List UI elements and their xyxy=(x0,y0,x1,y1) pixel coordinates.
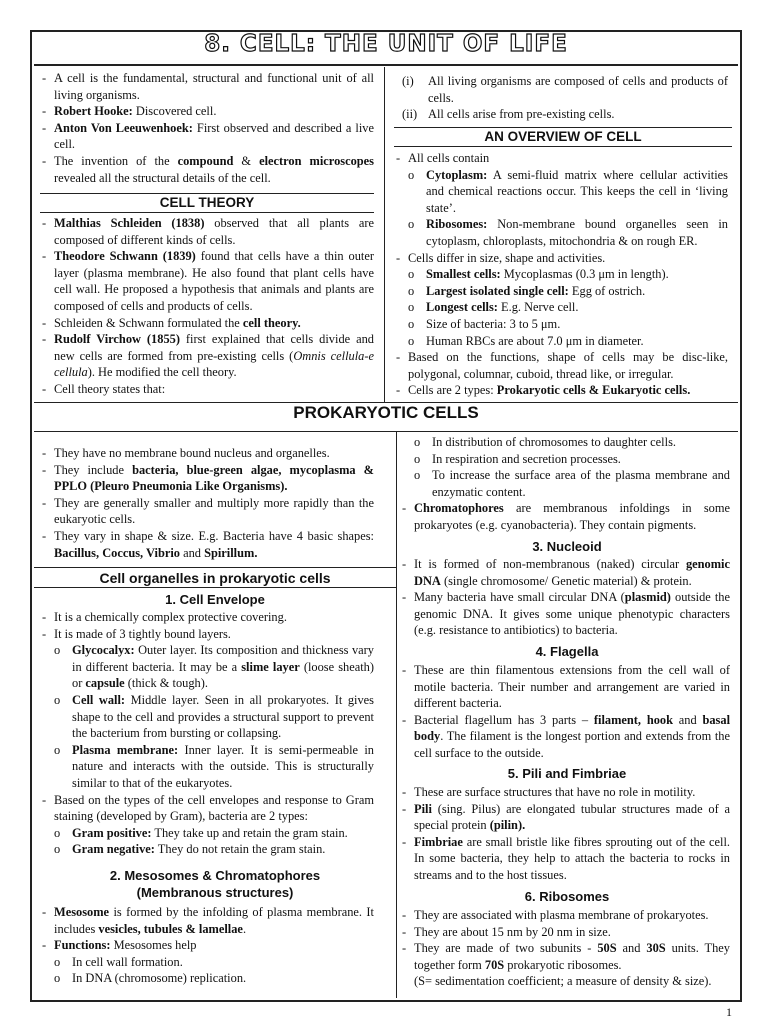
list-item: (S= sedimentation coefficient; a measure of density & size). xyxy=(414,974,712,989)
list-item: o Longest cells: E.g. Nerve cell. xyxy=(394,299,728,316)
list-item: - They are made of two subunits - 50S and 30S units. They together form 70S prokaryotic ribosomes. xyxy=(400,940,730,973)
mesosome-functions-column xyxy=(400,434,730,534)
list-item: - Cells differ in size, shape and activities. xyxy=(394,250,728,267)
list-item: - Cell theory states that: xyxy=(40,381,374,398)
list-item: - Robert Hooke: Discovered cell. xyxy=(40,103,374,120)
list-item: o In DNA (chromosome) replication. xyxy=(40,970,374,987)
list-item: o Plasma membrane: Inner layer. It is semi-permeable in nature and interacts with the outside. This is structurally similar to that of the eukaryotes. xyxy=(40,742,374,792)
list-item: o Size of bacteria: 3 to 5 μm. xyxy=(394,316,728,333)
nucleoid-heading: 3. Nucleoid xyxy=(532,539,602,554)
column-divider-top xyxy=(384,67,385,402)
list-item: o Cytoplasm: A semi-fluid matrix where cellular activities and chemical reactions occur. This keeps the cell in ‘living state’. xyxy=(394,167,728,217)
list-item: - All cells contain xyxy=(394,150,728,167)
list-item: o Smallest cells: Mycoplasmas (0.3 μm in length). xyxy=(394,266,728,283)
prokaryotic-cells-heading: PROKARYOTIC CELLS xyxy=(293,403,479,422)
pili-heading: 5. Pili and Fimbriae xyxy=(507,766,627,781)
overview-heading: AN OVERVIEW OF CELL xyxy=(484,129,642,144)
page-number: 1 xyxy=(726,1005,732,1019)
list-item: - Bacterial flagellum has 3 parts – filament, hook and basal body. The filament is the longest portion and extends from the cell surface to the outside. xyxy=(400,712,730,762)
list-item: - Fimbriae are small bristle like fibres sprouting out of the cell. In some bacteria, they help to attach the bacteria to rocks in streams and to the host tissues. xyxy=(400,834,730,884)
list-item: o Gram negative: They do not retain the gram stain. xyxy=(40,841,374,858)
list-item: o Human RBCs are about 7.0 μm in diameter. xyxy=(394,333,728,350)
list-item: o In cell wall formation. xyxy=(40,954,374,971)
mesosomes-column xyxy=(40,904,374,987)
list-item: - Theodore Schwann (1839) found that cells have a thin outer layer (plasma membrane). He also found that plant cells have cell wall. He proposed a hypothesis that animals and plants are composed of cells and products of cells. xyxy=(40,248,374,314)
list-item: - Pili (sing. Pilus) are elongated tubular structures made of a special protein (pilin). xyxy=(400,801,730,834)
list-item: - They are about 15 nm by 20 nm in size. xyxy=(400,924,730,941)
ribosomes-column xyxy=(400,907,730,990)
mesosomes-heading: 2. Mesosomes & Chromatophores (Membranous structures) xyxy=(109,868,321,900)
list-item: - Mesosome is formed by the infolding of plasma membrane. It includes vesicles, tubules & lamellae. xyxy=(40,904,374,937)
list-item: - They are associated with plasma membrane of prokaryotes. xyxy=(400,907,730,924)
list-item: - They vary in shape & size. E.g. Bacteria have 4 basic shapes: Bacillus, Coccus, Vibrio and Spirillum. xyxy=(40,528,374,561)
intro-column xyxy=(40,70,374,186)
list-item: - Many bacteria have small circular DNA (plasmid) outside the genomic DNA. It gives some unique phenotypic characters (e.g. resistance to antibiotics) to bacteria. xyxy=(400,589,730,639)
list-item: - They include bacteria, blue-green algae, mycoplasma & PPLO (Pleuro Pneumonia Like Organisms). xyxy=(40,462,374,495)
cell-theory-statements xyxy=(394,73,728,123)
list-item: (ii) All cells arise from pre-existing cells. xyxy=(402,107,615,122)
list-item: o Cell wall: Middle layer. Seen in all prokaryotes. It gives shape to the cell and provides a structural support to prevent the bacterium from bursting or collapsing. xyxy=(40,692,374,742)
section-divider-bottom xyxy=(34,431,738,432)
heading-rule xyxy=(34,587,396,588)
cell-theory-column xyxy=(40,215,374,398)
list-item: - Anton Von Leeuwenhoek: First observed and described a live cell. xyxy=(40,120,374,153)
list-item: - These are surface structures that have no role in motility. xyxy=(400,784,730,801)
list-item: - They are generally smaller and multiply more rapidly than the eukaryotic cells. xyxy=(40,495,374,528)
cell-envelope-column xyxy=(40,609,374,858)
list-item: - Schleiden & Schwann formulated the cell theory. xyxy=(40,315,374,332)
list-item: - Rudolf Virchow (1855) first explained that cells divide and new cells are formed from pre-existing cells (Omnis cellula-e cellula). He modified the cell theory. xyxy=(40,331,374,381)
list-item: - Chromatophores are membranous infoldings in some prokaryotes (e.g. cyanobacteria). They contain pigments. xyxy=(400,500,730,533)
list-item: - These are thin filamentous extensions from the cell wall of motile bacteria. Their number and arrangement are varied in different bacteria. xyxy=(400,662,730,712)
prokaryote-intro-column xyxy=(40,445,374,561)
flagella-column xyxy=(400,662,730,762)
list-item: o To increase the surface area of the plasma membrane and enzymatic content. xyxy=(400,467,730,500)
list-item: o Largest isolated single cell: Egg of ostrich. xyxy=(394,283,728,300)
list-item: - The invention of the compound & electron microscopes revealed all the structural details of the cell. xyxy=(40,153,374,186)
list-item: o Ribosomes: Non-membrane bound organelles seen in cytoplasm, chloroplasts, mitochondria & on rough ER. xyxy=(394,216,728,249)
list-item: (i) All living organisms are composed of cells and products of cells. xyxy=(402,74,728,105)
list-item: o In distribution of chromosomes to daughter cells. xyxy=(400,434,730,451)
cell-envelope-heading: 1. Cell Envelope xyxy=(165,592,265,607)
heading-rule xyxy=(40,212,374,213)
list-item: o Gram positive: They take up and retain the gram stain. xyxy=(40,825,374,842)
list-item: - Malthias Schleiden (1838) observed that all plants are composed of different kinds of cells. xyxy=(40,215,374,248)
list-item: - It is formed of non-membranous (naked) circular genomic DNA (single chromosome/ Genetic material) & protein. xyxy=(400,556,730,589)
heading-rule xyxy=(394,146,732,147)
list-item: - Based on the types of the cell envelopes and response to Gram staining (developed by Gram), bacteria are 2 types: xyxy=(40,792,374,825)
pili-column xyxy=(400,784,730,884)
organelles-heading: Cell organelles in prokaryotic cells xyxy=(99,570,331,586)
list-item: - Based on the functions, shape of cells may be disc-like, polygonal, columnar, cuboid, thread like, or irregular. xyxy=(394,349,728,382)
flagella-heading: 4. Flagella xyxy=(535,644,599,659)
nucleoid-column xyxy=(400,556,730,639)
ribosomes-heading: 6. Ribosomes xyxy=(524,889,610,904)
heading-rule xyxy=(34,567,396,568)
list-item: - Cells are 2 types: Prokaryotic cells & Eukaryotic cells. xyxy=(394,382,728,399)
list-item: - It is made of 3 tightly bound layers. xyxy=(40,626,374,643)
list-item: - It is a chemically complex protective covering. xyxy=(40,609,374,626)
column-divider-bottom xyxy=(396,431,397,998)
list-item: o In respiration and secretion processes. xyxy=(400,451,730,468)
list-item: - Functions: Mesosomes help xyxy=(40,937,374,954)
title-bar xyxy=(34,31,738,66)
list-item: - They have no membrane bound nucleus and organelles. xyxy=(40,445,374,462)
list-item: - A cell is the fundamental, structural and functional unit of all living organisms. xyxy=(40,70,374,103)
overview-column xyxy=(394,150,728,399)
cell-theory-heading: CELL THEORY xyxy=(159,195,255,210)
page-title: 8. CELL: THE UNIT OF LIFE xyxy=(204,31,568,57)
list-item: o Glycocalyx: Outer layer. Its composition and thickness vary in different bacteria. It may be a slime layer (loose sheath) or capsule (thick & tough). xyxy=(40,642,374,692)
